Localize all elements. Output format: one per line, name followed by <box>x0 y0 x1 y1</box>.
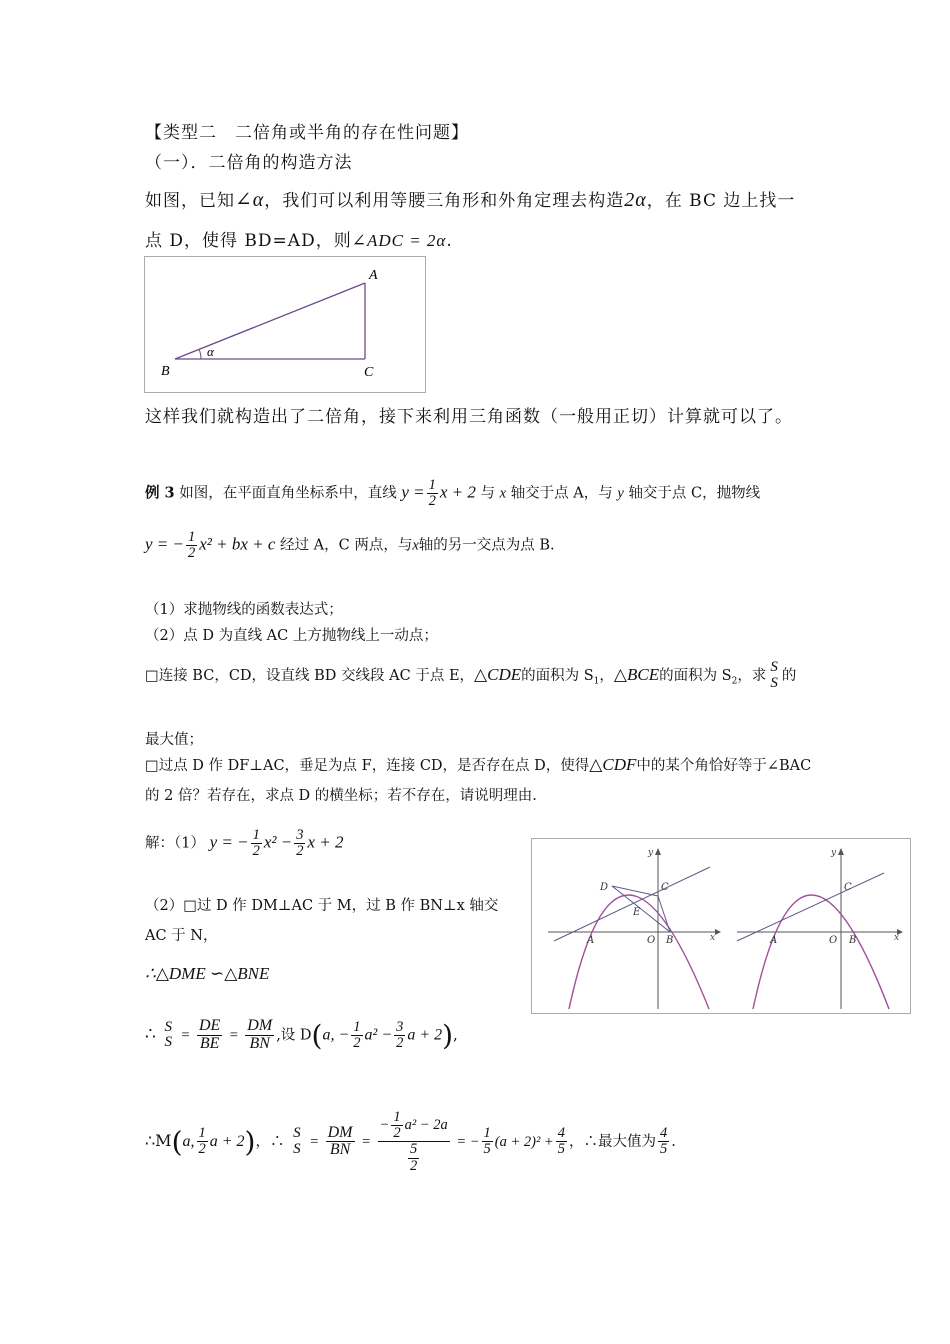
graph-figure <box>531 838 911 1014</box>
triangle-figure <box>144 256 426 393</box>
intro-after-figure: 这样我们就构造出了二倍角，接下来利用三角函数（一般用正切）计算就可以了。 <box>145 407 793 427</box>
y-axis-arrow-right <box>838 848 844 855</box>
label-d-left: D <box>600 882 609 893</box>
section-subtitle: （一）．二倍角的构造方法 <box>145 153 353 173</box>
intro-line2: 点 D，使得 BD=AD，则∠ADC = 2α. <box>145 231 453 251</box>
line-ac-right <box>737 873 884 941</box>
question-1: （1）求抛物线的函数表达式； <box>145 602 343 618</box>
label-o-left: O <box>647 935 656 946</box>
max-line: ∴M(a, $\frac{1}{2}$ a + 2)，∴ S S = $\frac{DM}{BN}$ = − $\frac{1}{2}$ a² − 2a $\frac{5}{2}$ = − $\frac{1}{5}$ (a + 2)² + $\frac{4}{5}$ ，∴最大值为 $\frac{4}{5}$ . <box>145 1109 676 1174</box>
fraction-half: $\frac{1}{2}$ <box>428 477 436 510</box>
label-c-right: C <box>844 882 852 893</box>
intro-line1: 如图，已知∠α，我们可以利用等腰三角形和外角定理去构造2α，在 BC 边上找一 <box>145 189 796 211</box>
question-2a-line2: 最大值； <box>145 732 203 748</box>
solution-2-line2: AC 于 N， <box>145 928 218 944</box>
question-2b: □过点 D 作 DF⊥AC，垂足为点 F，连接 CD，是否存在点 D，使得△CDF中的某个角恰好等于∠BAC <box>145 755 812 774</box>
label-e-left: E <box>633 907 641 918</box>
label-c: C <box>364 365 374 380</box>
side-ab <box>175 283 365 359</box>
angle-alpha: ∠α <box>235 189 265 211</box>
ratio-line: ∴ S S = $\frac{DE}{BE}$ = $\frac{DM}{BN}$ ,设 D(a, − $\frac{1}{2}$ a² − $\frac{3}{2}$ a + 2), <box>145 1017 458 1052</box>
example-line2: y = − $\frac{1}{2}$ x² + bx + c 经过 A，C 两点，与x轴的另一交点为点 B. <box>145 529 555 562</box>
solution-1: 解：（1） y = − $\frac{1}{2}$ x² − $\frac{3}{2}$ x + 2 <box>145 827 344 860</box>
section-title: 【类型二 二倍角或半角的存在性问题】 <box>145 123 469 143</box>
parabola-right <box>753 895 889 1009</box>
y-axis-arrow-left <box>655 848 661 855</box>
alpha-arc <box>199 349 201 359</box>
label-a-left: A <box>587 935 595 946</box>
graph-left <box>548 848 721 1009</box>
line-bc-left <box>658 896 670 932</box>
label-alpha: α <box>207 344 214 359</box>
question-2: （2）点 D 为直线 AC 上方抛物线上一动点； <box>145 628 438 644</box>
y-label-left: y <box>648 848 654 858</box>
triangle-svg <box>145 257 425 392</box>
graph-svg <box>532 839 910 1013</box>
question-2b-line2: 的 2 倍？若存在，求点 D 的横坐标；若不存在，请说明理由. <box>145 788 537 804</box>
label-a: A <box>369 268 378 283</box>
angle-adc-eq: ∠ADC = 2α <box>351 231 447 250</box>
label-b-left: B <box>666 935 674 946</box>
label-b: B <box>161 364 170 379</box>
label-a-right: A <box>770 935 778 946</box>
solution-2-line1: （2）□过 D 作 DM⊥AC 于 M，过 B 作 BN⊥x 轴交 <box>145 898 499 914</box>
x-label-left: x <box>710 933 716 943</box>
big-fraction: − $\frac{1}{2}$ a² − 2a $\frac{5}{2}$ <box>379 1109 448 1174</box>
label-b-right: B <box>849 935 857 946</box>
example-line1: 例 3 如图，在平面直角坐标系中，直线 y = $\frac{1}{2}$ x + 2 与 x 轴交于点 A，与 y 轴交于点 C，抛物线 <box>145 477 761 510</box>
graph-right <box>737 848 903 1009</box>
question-2a: □连接 BC，CD，设直线 BD 交线段 AC 于点 E，△CDE的面积为 $S_1$，△BCE的面积为 $S_2$，求 S S 的 <box>145 659 797 691</box>
x-label-right: x <box>894 933 900 943</box>
label-c-left: C <box>661 882 669 893</box>
label-o-right: O <box>829 935 838 946</box>
x-axis-arrow-left <box>715 929 721 935</box>
two-alpha: 2α <box>624 189 647 211</box>
y-label-right: y <box>831 848 837 858</box>
similar-triangles: ∴△DME ∽△BNE <box>145 964 270 983</box>
line-ac-left <box>554 867 710 941</box>
